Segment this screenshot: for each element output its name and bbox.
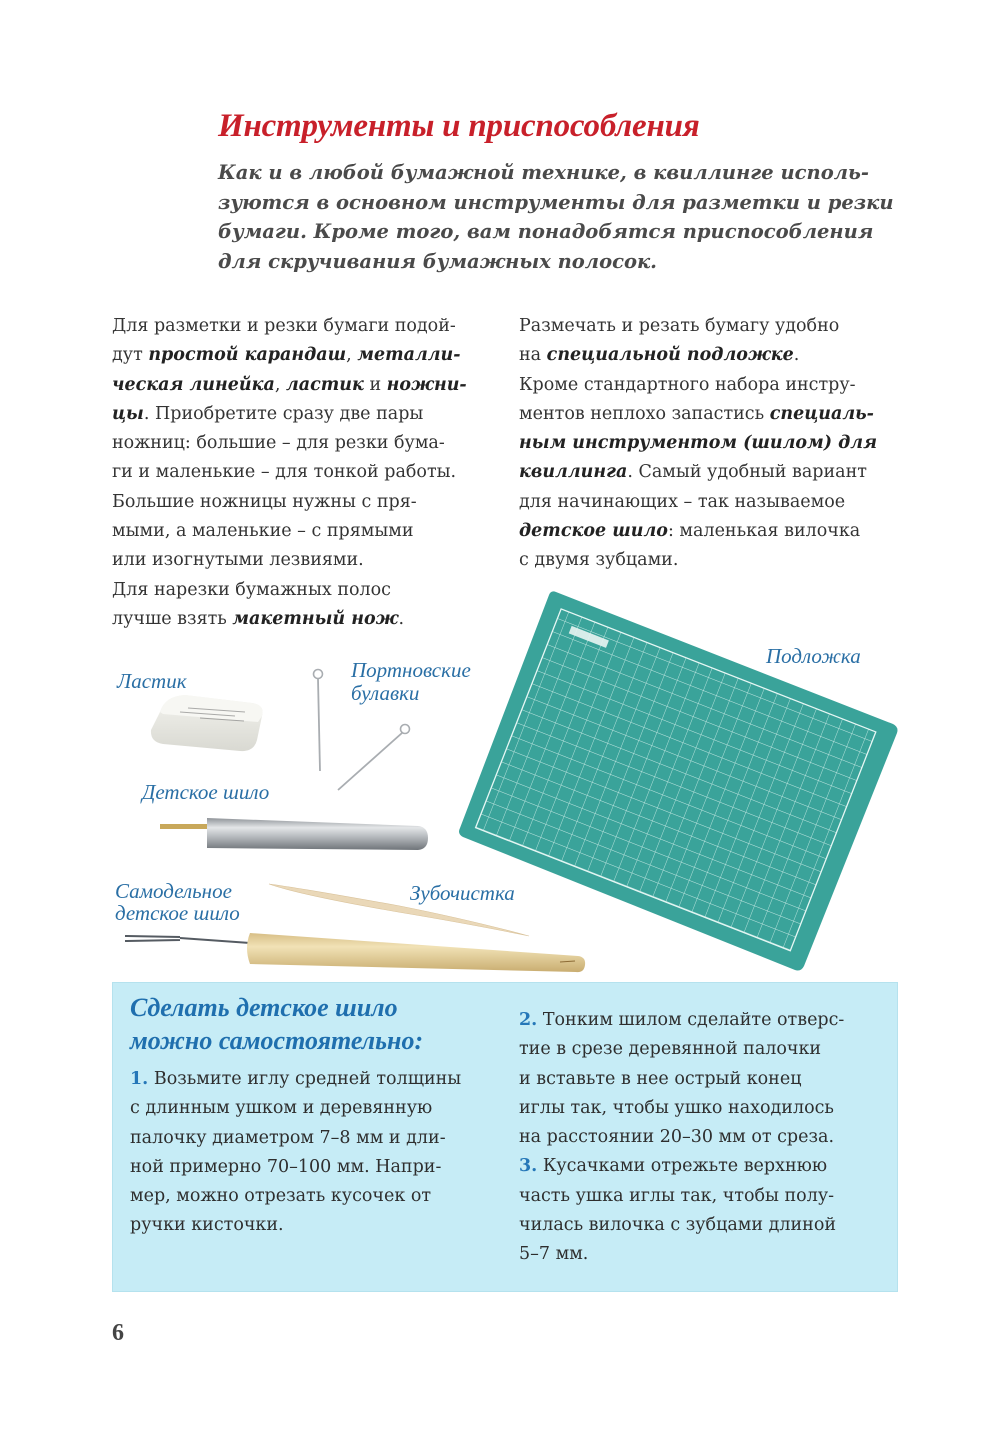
page-title: Инструменты и приспособления [218, 108, 700, 144]
text: . Самый удобный вариант [627, 462, 867, 483]
text-line: и вставьте в нее острый конец [519, 1068, 802, 1089]
caption-mat: Подложка [766, 644, 861, 668]
text-line [519, 1152, 844, 1181]
caption-pins-line1: Портновские [351, 658, 471, 682]
text-line: 5–7 мм. [519, 1244, 589, 1265]
term-craft-knife: макетный нож [232, 608, 399, 629]
term-ruler: металли- [357, 345, 461, 366]
term-special-tool: специаль- [769, 403, 874, 424]
text-line: для начинающих – так называемое [519, 491, 846, 512]
term-ruler: ческая линейка [112, 374, 275, 395]
text-line: ручки кисточки. [130, 1215, 284, 1236]
term-scissors: ножни- [386, 374, 467, 395]
text-line: с длинным ушком и деревянную [130, 1098, 433, 1119]
text: Возьмите иглу средней толщины [148, 1069, 462, 1089]
text-line: Для разметки и резки бумаги подой- [112, 316, 456, 336]
childs-awl-image [160, 818, 428, 850]
text: лучше взять [112, 608, 233, 629]
lead-line: для скручивания бумажных полосок. [218, 249, 657, 273]
tip-box-heading [130, 991, 423, 1057]
text-line [130, 1065, 461, 1094]
term-mat: специальной подложке [546, 345, 794, 366]
page-number: 6 [112, 1320, 124, 1346]
text: дут [112, 345, 149, 366]
homemade-awl-image [125, 933, 585, 972]
text-line: чилась вилочка с зубцами длиной [519, 1215, 837, 1236]
lead-line: зуются в основном инструменты для разметки и резки [218, 190, 894, 214]
text-line: часть ушка иглы так, чтобы полу- [519, 1185, 835, 1206]
text-line: ной примерно 70–100 мм. Напри- [130, 1156, 442, 1177]
text: : маленькая вилочка [667, 521, 861, 542]
heading-line: можно самостоятельно: [130, 1026, 424, 1055]
text-line: или изогнутыми лезвиями. [112, 550, 364, 571]
text-line: Размечать и резать бумагу удобно [519, 316, 840, 336]
text: , [274, 374, 286, 395]
term-special-tool: ным инструментом (шилом) для [519, 433, 878, 454]
term-pencil: простой карандаш [148, 345, 347, 366]
caption-toothpick: Зубочистка [410, 881, 515, 905]
step-number: 1. [130, 1069, 149, 1089]
lead-line: бумаги. Кроме того, вам понадобятся приспособления [218, 220, 874, 243]
text-line: иглы так, чтобы ушко находилось [519, 1097, 834, 1118]
caption-pins-line2: булавки [351, 681, 420, 705]
caption-homemade-awl-line1: Самодельное [115, 879, 232, 903]
text-line: ги и маленькие – для тонкой работы. [112, 462, 457, 483]
term-childs-awl: детское шило [519, 521, 668, 542]
tip-step-1 [130, 1065, 461, 1241]
eraser-image [151, 695, 263, 751]
text-line: Большие ножницы нужны с пря- [112, 491, 417, 512]
term-scissors: цы [112, 403, 144, 424]
text-line: мыми, а маленькие – с прямыми [112, 521, 414, 542]
text: . Приобретите сразу две пары [143, 403, 424, 424]
step-number: 2. [519, 1010, 538, 1030]
text-line [519, 1006, 844, 1035]
text-line: Для нарезки бумажных полос [112, 579, 391, 600]
text-line: мер, можно отрезать кусочек от [130, 1186, 432, 1207]
caption-homemade-awl-line2: детское шило [115, 901, 240, 925]
text: ментов неплохо запастись [519, 403, 770, 424]
text-line: ножниц: большие – для резки бума- [112, 433, 445, 454]
text: Тонким шилом сделайте отверс- [537, 1010, 845, 1030]
text: и [363, 374, 387, 395]
text-line: тие в срезе деревянной палочки [519, 1039, 822, 1060]
text: Кусачками отрежьте верхнюю [537, 1156, 828, 1177]
term-eraser: ластик [285, 374, 364, 395]
heading-line: Сделать детское шило [130, 993, 398, 1022]
text: на [519, 345, 547, 366]
text-line: на расстоянии 20–30 мм от среза. [519, 1127, 835, 1148]
text: . [398, 608, 405, 629]
caption-childs-awl: Детское шило [142, 780, 270, 804]
lead-line: Как и в любой бумажной технике, в квиллинге исполь- [218, 161, 869, 184]
term-quilling: квиллинга [519, 462, 628, 483]
text: , [346, 345, 358, 366]
text-line: Кроме стандартного набора инстру- [519, 374, 856, 395]
caption-eraser: Ластик [117, 669, 187, 693]
text-line: палочку диаметром 7–8 мм и дли- [130, 1127, 446, 1148]
step-number: 3. [519, 1156, 538, 1177]
text-line: с двумя зубцами. [519, 550, 679, 571]
text: . [793, 345, 800, 366]
tip-steps-2-3 [519, 1006, 844, 1270]
